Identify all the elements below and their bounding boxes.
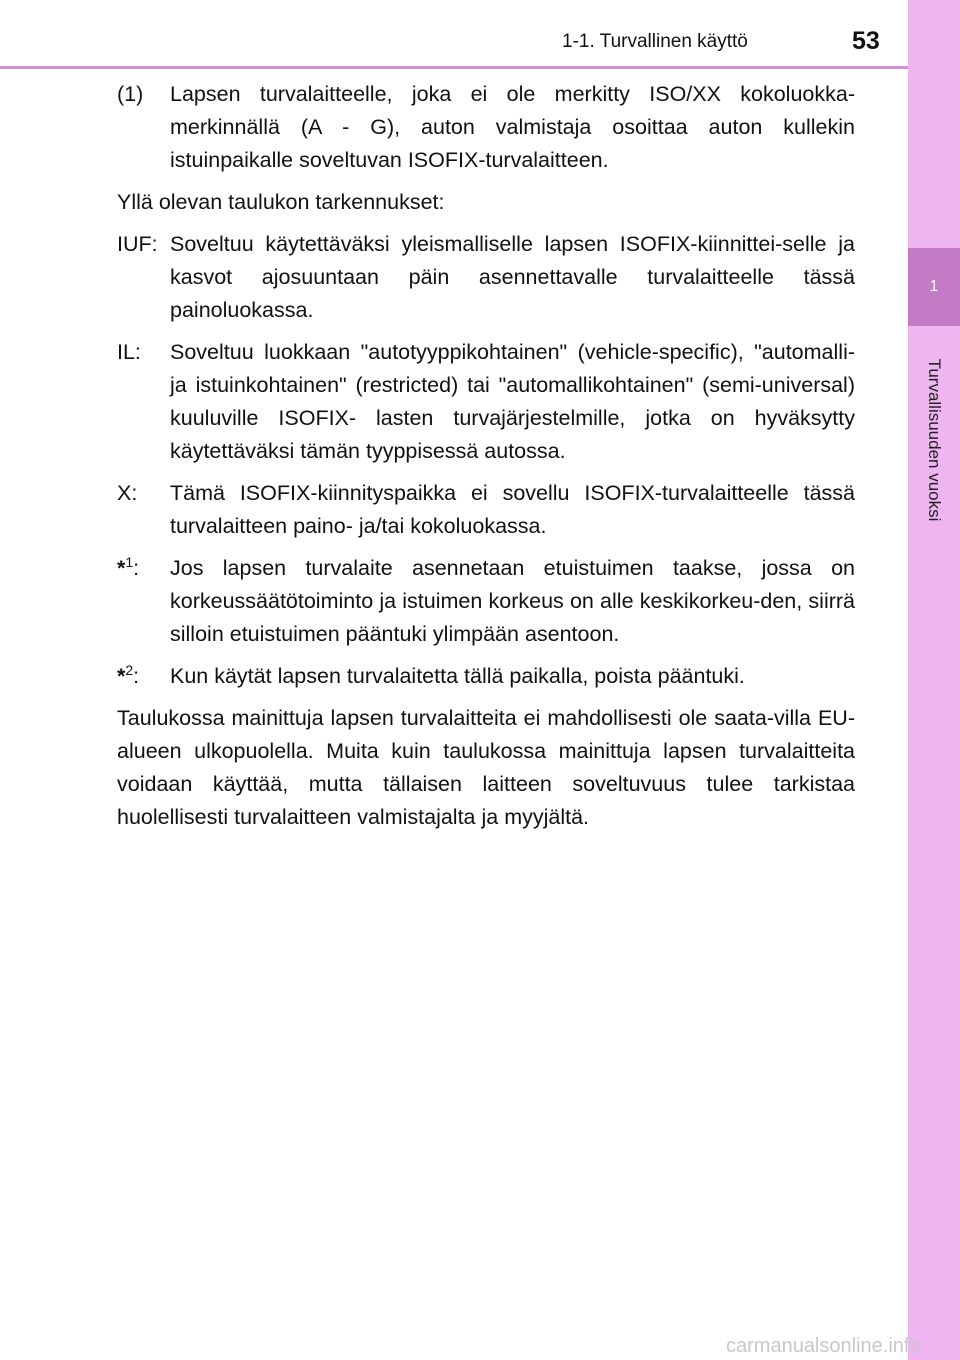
footnote-number: 1	[125, 554, 134, 570]
note-label: (1)	[117, 82, 144, 106]
definition-label: IUF:	[117, 232, 158, 256]
definition-iuf	[117, 228, 855, 327]
footnote-marker	[117, 552, 170, 651]
definition-label: X:	[117, 481, 138, 505]
footnote-star: *	[117, 664, 126, 688]
page-content	[117, 78, 855, 834]
footnote-colon: :	[133, 664, 140, 688]
header-rule	[0, 66, 908, 69]
definition-il	[117, 336, 855, 468]
watermark: carmanualsonline.info	[726, 1335, 921, 1357]
note-1	[117, 78, 855, 177]
definition-x	[117, 477, 855, 543]
chapter-side-tab	[908, 0, 960, 1360]
closing-paragraph: Taulukossa mainittuja lapsen turvalaitteita ei mahdollisesti ole saata-villa EU-alueen ulkopuolella. Muita kuin taulukossa mainittuja lapsen turvalaitteita voidaan käyttää, mutta tällaisen laitteen soveltuvuus tulee tarkistaa huolellisesti turvalaitteen valmistajalta ja myyjältä.	[117, 706, 855, 829]
note-text: Lapsen turvalaitteelle, joka ei ole merkitty ISO/XX kokoluokka-merkinnällä (A - G), auton valmistaja osoittaa auton kullekin istuinpaikalle soveltuvan ISOFIX-turvalaitteen.	[170, 82, 855, 172]
footnote-2	[117, 660, 855, 693]
footnote-1	[117, 552, 855, 651]
definition-label: IL:	[117, 340, 141, 364]
page-number: 53	[852, 27, 880, 55]
chapter-number-tab: 1	[908, 248, 960, 326]
footnote-number: 2	[125, 662, 134, 678]
footnote-colon: :	[133, 556, 140, 580]
chapter-title-label: Turvallisuuden vuoksi	[925, 358, 944, 522]
definitions-intro: Yllä olevan taulukon tarkennukset:	[117, 190, 445, 214]
footnote-text: Kun käytät lapsen turvalaitetta tällä paikalla, poista pääntuki.	[170, 664, 745, 688]
section-title: 1-1. Turvallinen käyttö	[562, 31, 748, 52]
footnote-text: Jos lapsen turvalaite asennetaan etuistuimen taakse, jossa on korkeussäätötoiminto ja istuimen korkeus on alle keskikorkeu-den, siirrä silloin etuistuimen pääntuki ylimpään asentoon.	[170, 556, 855, 646]
footnote-star: *	[117, 556, 126, 580]
definition-text: Soveltuu käytettäväksi yleismalliselle lapsen ISOFIX-kiinnittei-selle ja kasvot ajosuuntaan päin asennettavalle turvalaitteelle tässä painoluokassa.	[170, 232, 855, 322]
definition-text: Tämä ISOFIX-kiinnityspaikka ei sovellu ISOFIX-turvalaitteelle tässä turvalaitteen paino- ja/tai kokoluokassa.	[170, 481, 855, 538]
definition-text: Soveltuu luokkaan "autotyyppikohtainen" (vehicle-specific), "automalli- ja istuinkohtainen" (restricted) tai "automallikohtainen" (semi-universal) kuuluville ISOFIX- lasten turvajärjestelmille, jotka on hyväksytty käytettäväksi tämän tyyppisessä autossa.	[170, 340, 855, 463]
footnote-marker	[117, 660, 170, 693]
